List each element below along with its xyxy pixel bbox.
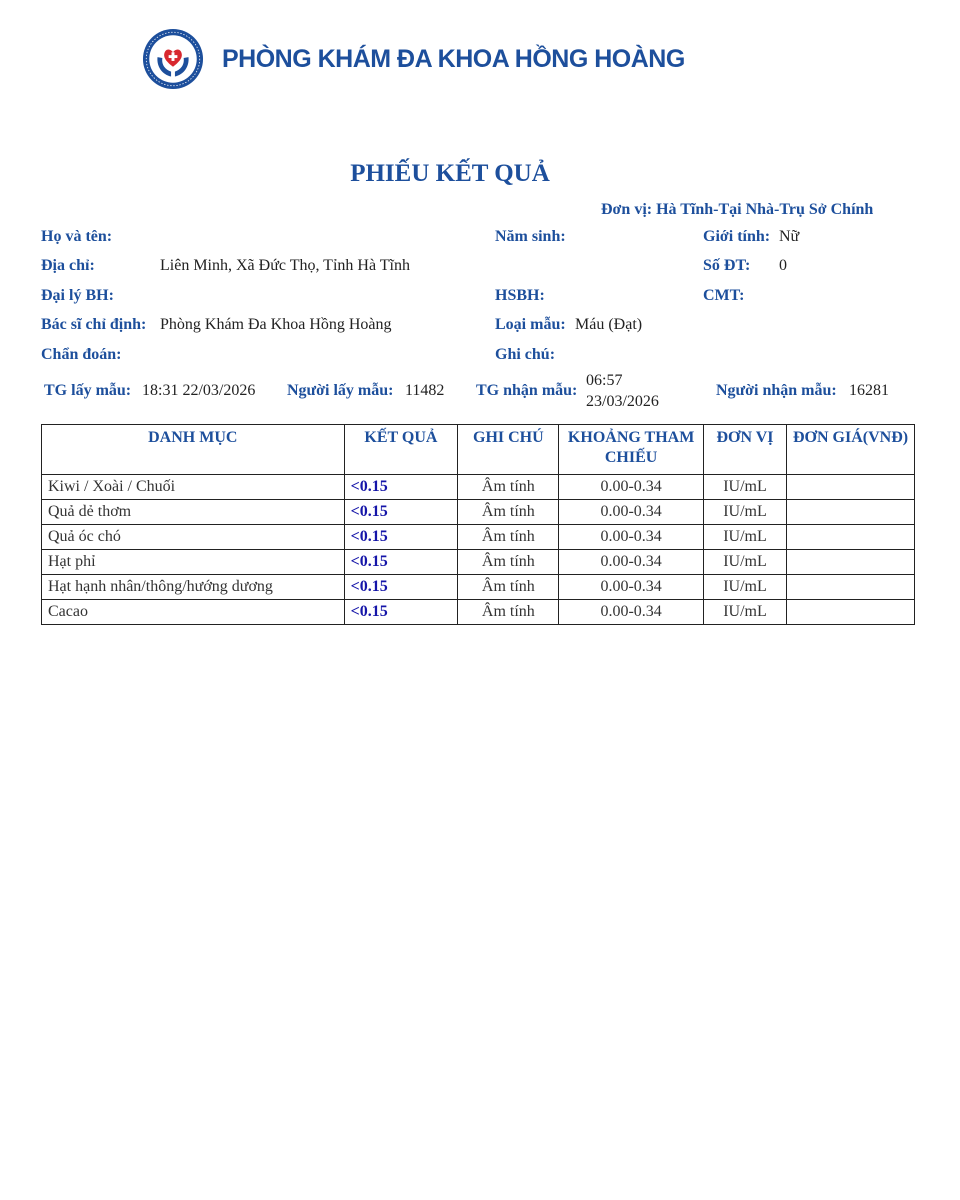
row-result: <0.15 bbox=[344, 575, 458, 600]
header-ref-line2: CHIẾU bbox=[604, 449, 658, 466]
row-reference: 0.00-0.34 bbox=[559, 550, 704, 575]
header-unit: ĐƠN VỊ bbox=[703, 425, 786, 475]
row-price bbox=[787, 500, 915, 525]
row-note: Âm tính bbox=[458, 525, 559, 550]
address-label: Địa chỉ: bbox=[41, 257, 95, 274]
receive-time-label: TG nhận mẫu: bbox=[476, 382, 578, 399]
row-test-name: Kiwi / Xoài / Chuối bbox=[42, 475, 345, 500]
row-note: Âm tính bbox=[458, 475, 559, 500]
table-row bbox=[42, 600, 915, 625]
row-price bbox=[787, 475, 915, 500]
row-price bbox=[787, 575, 915, 600]
table-row bbox=[42, 475, 915, 500]
sample-type-label: Loại mẫu: bbox=[495, 316, 566, 333]
note-label: Ghi chú: bbox=[495, 346, 556, 363]
results-header-row bbox=[42, 425, 915, 475]
row-test-name: Hạt phỉ bbox=[42, 550, 345, 575]
row-test-name: Hạt hạnh nhân/thông/hướng dương bbox=[42, 575, 345, 600]
gender-value: Nữ bbox=[779, 228, 800, 245]
row-result: <0.15 bbox=[344, 525, 458, 550]
header-name: DANH MỤC bbox=[42, 425, 345, 475]
receiver-value: 16281 bbox=[849, 382, 889, 399]
table-row bbox=[42, 500, 915, 525]
row-result: <0.15 bbox=[344, 500, 458, 525]
header-note: GHI CHÚ bbox=[458, 425, 559, 475]
row-price bbox=[787, 550, 915, 575]
phone-label: Số ĐT: bbox=[703, 257, 751, 274]
collect-time-label: TG lấy mẫu: bbox=[44, 382, 132, 399]
gender-label: Giới tính: bbox=[703, 228, 771, 245]
row-price bbox=[787, 525, 915, 550]
row-test-name: Cacao bbox=[42, 600, 345, 625]
header-ref-line1: KHOẢNG THAM bbox=[567, 429, 695, 446]
table-row bbox=[42, 575, 915, 600]
header-reference-range bbox=[559, 425, 704, 475]
row-note: Âm tính bbox=[458, 600, 559, 625]
phone-value: 0 bbox=[779, 257, 787, 274]
table-row bbox=[42, 550, 915, 575]
doctor-label: Bác sĩ chỉ định: bbox=[41, 316, 147, 333]
results-table bbox=[41, 424, 915, 625]
row-note: Âm tính bbox=[458, 500, 559, 525]
receiver-label: Người nhận mẫu: bbox=[716, 382, 837, 399]
clinic-name: PHÒNG KHÁM ĐA KHOA HỒNG HOÀNG bbox=[222, 44, 685, 73]
row-reference: 0.00-0.34 bbox=[559, 500, 704, 525]
row-unit: IU/mL bbox=[703, 575, 786, 600]
diagnosis-label: Chẩn đoán: bbox=[41, 346, 122, 363]
row-reference: 0.00-0.34 bbox=[559, 475, 704, 500]
row-reference: 0.00-0.34 bbox=[559, 525, 704, 550]
row-result: <0.15 bbox=[344, 550, 458, 575]
doctor-value: Phòng Khám Đa Khoa Hồng Hoàng bbox=[160, 316, 392, 333]
row-unit: IU/mL bbox=[703, 550, 786, 575]
row-result: <0.15 bbox=[344, 475, 458, 500]
row-reference: 0.00-0.34 bbox=[559, 600, 704, 625]
sample-type: Máu (Đạt) bbox=[575, 316, 643, 333]
row-reference: 0.00-0.34 bbox=[559, 575, 704, 600]
row-unit: IU/mL bbox=[703, 600, 786, 625]
collect-time: 18:31 22/03/2026 bbox=[142, 382, 256, 399]
table-row bbox=[42, 525, 915, 550]
report-title: PHIẾU KẾT QUẢ bbox=[350, 160, 550, 187]
insurance-agent-label: Đại lý BH: bbox=[41, 287, 114, 304]
clinic-header bbox=[142, 28, 685, 90]
row-unit: IU/mL bbox=[703, 525, 786, 550]
collector-label: Người lấy mẫu: bbox=[287, 382, 394, 399]
insurance-record-label: HSBH: bbox=[495, 287, 545, 304]
row-test-name: Quả dẻ thơm bbox=[42, 500, 345, 525]
clinic-logo bbox=[142, 28, 204, 90]
report-unit: Đơn vị: Hà Tĩnh-Tại Nhà-Trụ Sở Chính bbox=[601, 201, 874, 218]
birth-year-label: Năm sinh: bbox=[495, 228, 566, 245]
row-note: Âm tính bbox=[458, 550, 559, 575]
row-note: Âm tính bbox=[458, 575, 559, 600]
row-test-name: Quả óc chó bbox=[42, 525, 345, 550]
row-unit: IU/mL bbox=[703, 500, 786, 525]
patient-name-label: Họ và tên: bbox=[41, 228, 113, 245]
collector-value: 11482 bbox=[405, 382, 445, 399]
id-card-label: CMT: bbox=[703, 287, 745, 304]
row-result: <0.15 bbox=[344, 600, 458, 625]
row-price bbox=[787, 600, 915, 625]
row-unit: IU/mL bbox=[703, 475, 786, 500]
header-price: ĐƠN GIÁ(VNĐ) bbox=[787, 425, 915, 475]
header-result: KẾT QUẢ bbox=[344, 425, 458, 475]
address-value: Liên Minh, Xã Đức Thọ, Tỉnh Hà Tĩnh bbox=[160, 257, 410, 274]
receive-time-hour: 06:57 bbox=[586, 372, 623, 389]
receive-time-date: 23/03/2026 bbox=[586, 393, 659, 410]
